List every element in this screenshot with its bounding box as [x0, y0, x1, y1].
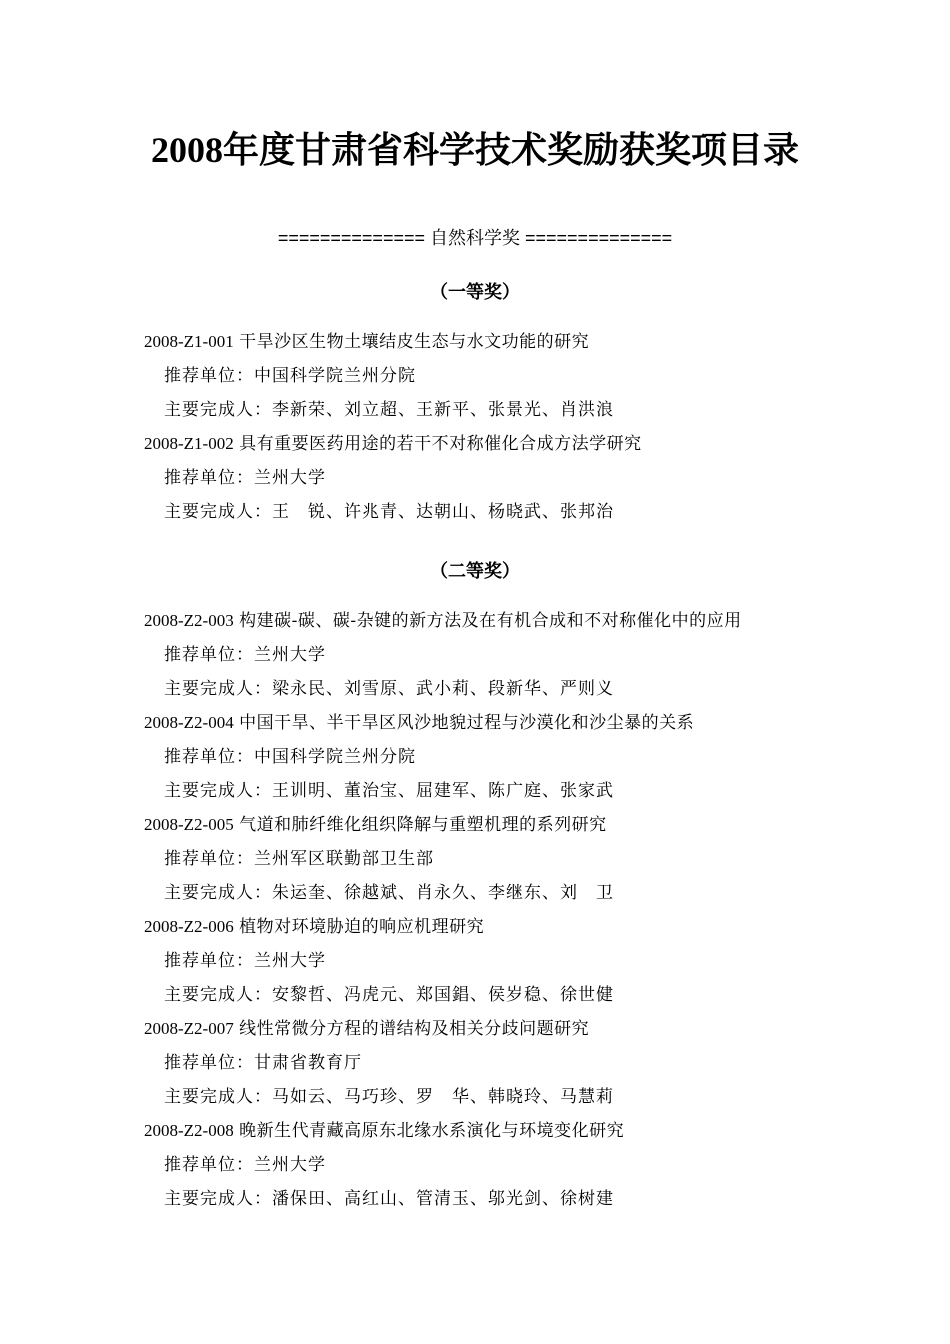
project-title: 晚新生代青藏高原东北缘水系演化与环境变化研究 [239, 1121, 625, 1141]
completers-value: 李新荣、刘立超、王新平、张景光、肖洪浪 [272, 400, 614, 420]
project-list-second-grade [144, 609, 844, 1221]
recommender-value: 兰州大学 [254, 1155, 326, 1175]
completers-label: 主要完成人： [164, 1189, 272, 1209]
completers-value: 梁永民、刘雪原、武小莉、段新华、严则义 [272, 679, 614, 699]
project-id: 2008-Z1-001 [144, 332, 234, 351]
project-id: 2008-Z2-003 [144, 611, 234, 630]
project-title: 具有重要医药用途的若干不对称催化合成方法学研究 [239, 434, 642, 454]
project-title-line [144, 1119, 844, 1153]
recommender-value: 兰州大学 [254, 468, 326, 488]
recommender-label: 推荐单位： [164, 366, 254, 386]
grade-heading-first: （一等奖） [430, 282, 520, 303]
completers-line [144, 1187, 844, 1221]
completers-value: 王 锐、许兆青、达朝山、杨晓武、张邦治 [272, 502, 614, 522]
grade-heading-second: （二等奖） [430, 561, 520, 582]
completers-line [144, 500, 844, 534]
completers-label: 主要完成人： [164, 985, 272, 1005]
project-id: 2008-Z2-006 [144, 917, 234, 936]
recommender-line [144, 1153, 844, 1187]
recommender-label: 推荐单位： [164, 849, 254, 869]
recommender-label: 推荐单位： [164, 1155, 254, 1175]
page-title: 2008年度甘肃省科学技术奖励获奖项目录 [150, 130, 799, 170]
project-id: 2008-Z2-007 [144, 1019, 234, 1038]
recommender-line [144, 847, 844, 881]
project-title-line [144, 813, 844, 847]
project-id: 2008-Z1-002 [144, 434, 234, 453]
project-title-line [144, 1017, 844, 1051]
completers-line [144, 677, 844, 711]
recommender-line [144, 949, 844, 983]
completers-label: 主要完成人： [164, 883, 272, 903]
project-id: 2008-Z2-004 [144, 713, 234, 732]
completers-value: 马如云、马巧珍、罗 华、韩晓玲、马慧莉 [272, 1087, 614, 1107]
completers-label: 主要完成人： [164, 679, 272, 699]
section-heading-natural-science: ============== 自然科学奖 ============== [277, 228, 673, 248]
recommender-line [144, 643, 844, 677]
completers-label: 主要完成人： [164, 781, 272, 801]
completers-line [144, 881, 844, 915]
project-title: 中国干旱、半干旱区风沙地貌过程与沙漠化和沙尘暴的关系 [239, 713, 695, 733]
project-title-line [144, 711, 844, 745]
recommender-label: 推荐单位： [164, 1053, 254, 1073]
recommender-label: 推荐单位： [164, 645, 254, 665]
recommender-value: 甘肃省教育厅 [254, 1053, 362, 1073]
project-title: 气道和肺纤维化组织降解与重塑机理的系列研究 [239, 815, 607, 835]
project-title-line [144, 609, 844, 643]
recommender-value: 中国科学院兰州分院 [254, 366, 416, 386]
project-title: 构建碳-碳、碳-杂键的新方法及在有机合成和不对称催化中的应用 [239, 611, 742, 631]
project-id: 2008-Z2-005 [144, 815, 234, 834]
project-list-first-grade [144, 330, 844, 534]
project-title: 干旱沙区生物土壤结皮生态与水文功能的研究 [239, 332, 590, 352]
recommender-label: 推荐单位： [164, 951, 254, 971]
completers-value: 王训明、董治宝、屈建军、陈广庭、张家武 [272, 781, 614, 801]
completers-line [144, 398, 844, 432]
completers-value: 朱运奎、徐越斌、肖永久、李继东、刘 卫 [272, 883, 614, 903]
recommender-value: 兰州大学 [254, 951, 326, 971]
completers-line [144, 983, 844, 1017]
recommender-line [144, 1051, 844, 1085]
completers-label: 主要完成人： [164, 502, 272, 522]
recommender-label: 推荐单位： [164, 468, 254, 488]
recommender-value: 兰州军区联勤部卫生部 [254, 849, 434, 869]
project-title-line [144, 330, 844, 364]
completers-value: 安黎哲、冯虎元、郑国錩、侯岁稳、徐世健 [272, 985, 614, 1005]
project-title: 植物对环境胁迫的响应机理研究 [239, 917, 485, 937]
project-title-line [144, 915, 844, 949]
project-title: 线性常微分方程的谱结构及相关分歧问题研究 [239, 1019, 590, 1039]
recommender-value: 兰州大学 [254, 645, 326, 665]
recommender-line [144, 364, 844, 398]
completers-value: 潘保田、高红山、管清玉、邬光剑、徐树建 [272, 1189, 614, 1209]
recommender-line [144, 466, 844, 500]
completers-line [144, 779, 844, 813]
completers-label: 主要完成人： [164, 400, 272, 420]
project-title-line [144, 432, 844, 466]
completers-label: 主要完成人： [164, 1087, 272, 1107]
project-id: 2008-Z2-008 [144, 1121, 234, 1140]
recommender-label: 推荐单位： [164, 747, 254, 767]
completers-line [144, 1085, 844, 1119]
recommender-value: 中国科学院兰州分院 [254, 747, 416, 767]
recommender-line [144, 745, 844, 779]
